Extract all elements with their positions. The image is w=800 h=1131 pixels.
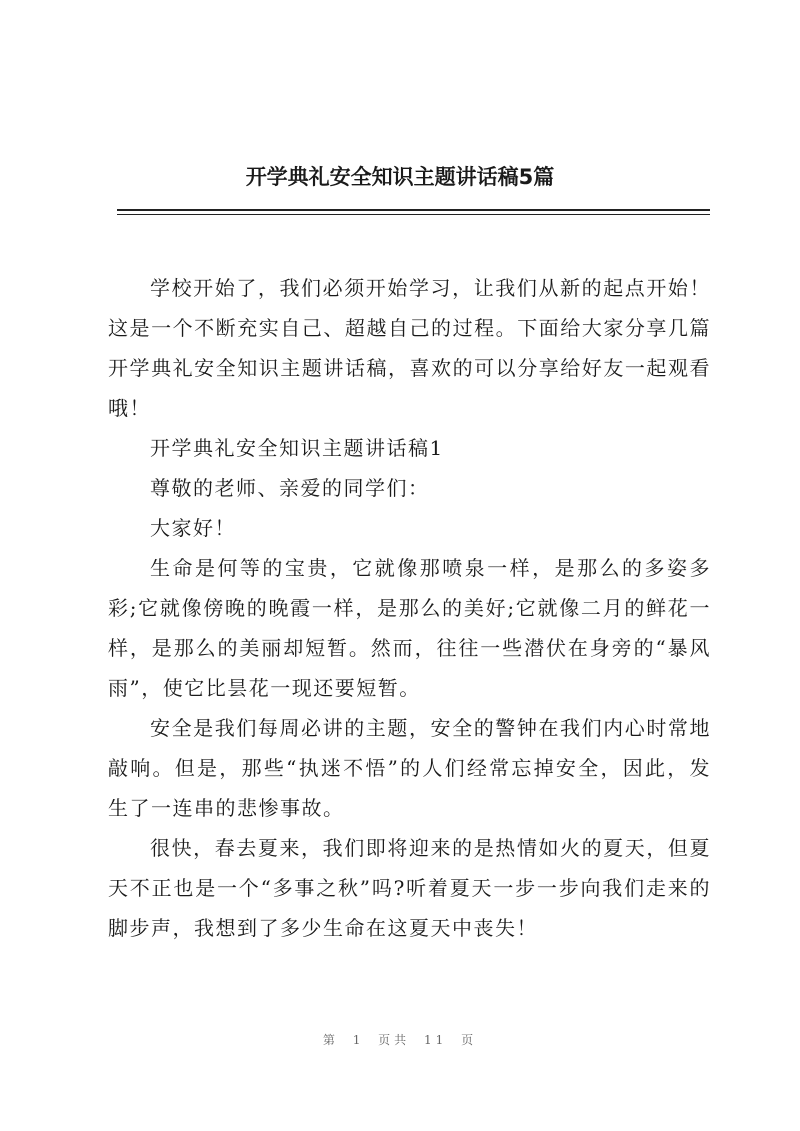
document-body: [108, 268, 711, 948]
salutation: 尊敬的老师、亲爱的同学们：: [150, 476, 430, 500]
body-paragraph: 很快，春去夏来，我们即将迎来的是热情如火的夏天，但夏天不正也是一个“多事之秋”吗?听着夏天一步一步向我们走来的脚步声，我想到了多少生命在这夏天中丧失！: [108, 836, 711, 940]
footer-total-pages: 11: [424, 1033, 448, 1047]
footer-current-page: 1: [352, 1033, 365, 1047]
section-heading: 开学典礼安全知识主题讲话稿1: [150, 436, 444, 460]
page-title: 开学典礼安全知识主题讲话稿5篇: [245, 165, 555, 189]
body-paragraph: 生命是何等的宝贵，它就像那喷泉一样，是那么的多姿多彩;它就像傍晚的晚霞一样，是那么的美好;它就像二月的鲜花一样，是那么的美丽却短暂。然而，往往一些潜伏在身旁的“暴风雨”，使它比昙花一现还要短暂。: [108, 556, 711, 700]
title-divider: [117, 209, 710, 211]
footer-middle: 页共: [378, 1033, 411, 1047]
intro-paragraph: 学校开始了，我们必须开始学习，让我们从新的起点开始！这是一个不断充实自己、超越自己的过程。下面给大家分享几篇开学典礼安全知识主题讲话稿，喜欢的可以分享给好友一起观看哦！: [108, 276, 711, 420]
page-footer: [0, 1031, 800, 1048]
body-paragraph: 安全是我们每周必讲的主题，安全的警钟在我们内心时常地敲响。但是，那些“执迷不悟”的人们经常忘掉安全，因此，发生了一连串的悲惨事故。: [108, 716, 711, 820]
footer-prefix: 第: [322, 1033, 339, 1047]
greeting: 大家好！: [150, 516, 236, 540]
title-divider-thin: [117, 214, 710, 215]
footer-suffix: 页: [461, 1033, 478, 1047]
